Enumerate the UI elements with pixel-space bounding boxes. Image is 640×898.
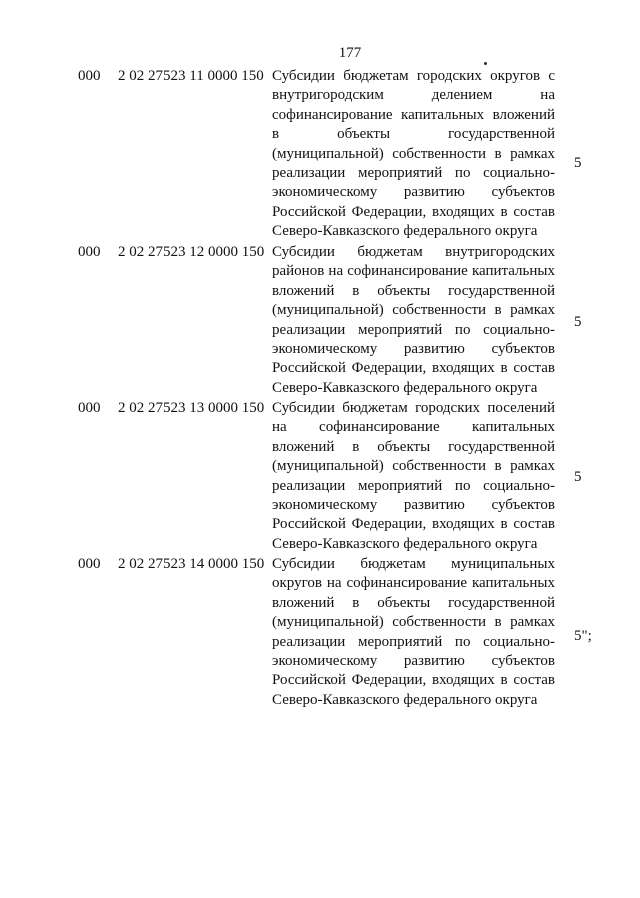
admin-code: 000 [78,244,101,260]
amount: 5"; [574,628,592,644]
amount: 5 [574,469,582,485]
admin-code: 000 [78,556,101,572]
budget-classification-code: 2 02 27523 11 0000 150 [118,68,264,84]
admin-code: 000 [78,68,101,84]
income-description: Субсидии бюджетам внутригородских районов на софинансирование капитальных вложений в объекты государственной (муниципальной) собственности в рамках реализации мероприятий по социально-экономическому развитию субъектов Российской Федерации, входящих в состав Северо-Кавказского федерального округа [272,244,555,396]
scan-speck [484,62,487,65]
income-description: Субсидии бюджетам городских поселений на софинансирование капитальных вложений в объекты государственной (муниципальной) собственности в рамках реализации мероприятий по социально-экономическому развитию субъектов Российской Федерации, входящих в состав Северо-Кавказского федерального округа [272,400,555,552]
income-description: Субсидии бюджетам муниципальных округов на софинансирование капитальных вложений в объекты государственной (муниципальной) собственности в рамках реализации мероприятий по социально-экономическому развитию субъектов Российской Федерации, входящих в состав Северо-Кавказского федерального округа [272,556,555,708]
page-number: 177 [338,45,362,61]
admin-code: 000 [78,400,101,416]
budget-classification-code: 2 02 27523 12 0000 150 [118,244,265,260]
budget-classification-code: 2 02 27523 14 0000 150 [118,556,265,572]
amount: 5 [574,155,582,171]
amount: 5 [574,314,582,330]
income-description: Субсидии бюджетам городских округов с внутригородским делением на софинансирование капитальных вложений в объекты государственной (муниципальной) собственности в рамках реализации мероприятий по социально-экономическому развитию субъектов Российской Федерации, входящих в состав Северо-Кавказского федерального округа [272,68,555,240]
budget-classification-code: 2 02 27523 13 0000 150 [118,400,265,416]
